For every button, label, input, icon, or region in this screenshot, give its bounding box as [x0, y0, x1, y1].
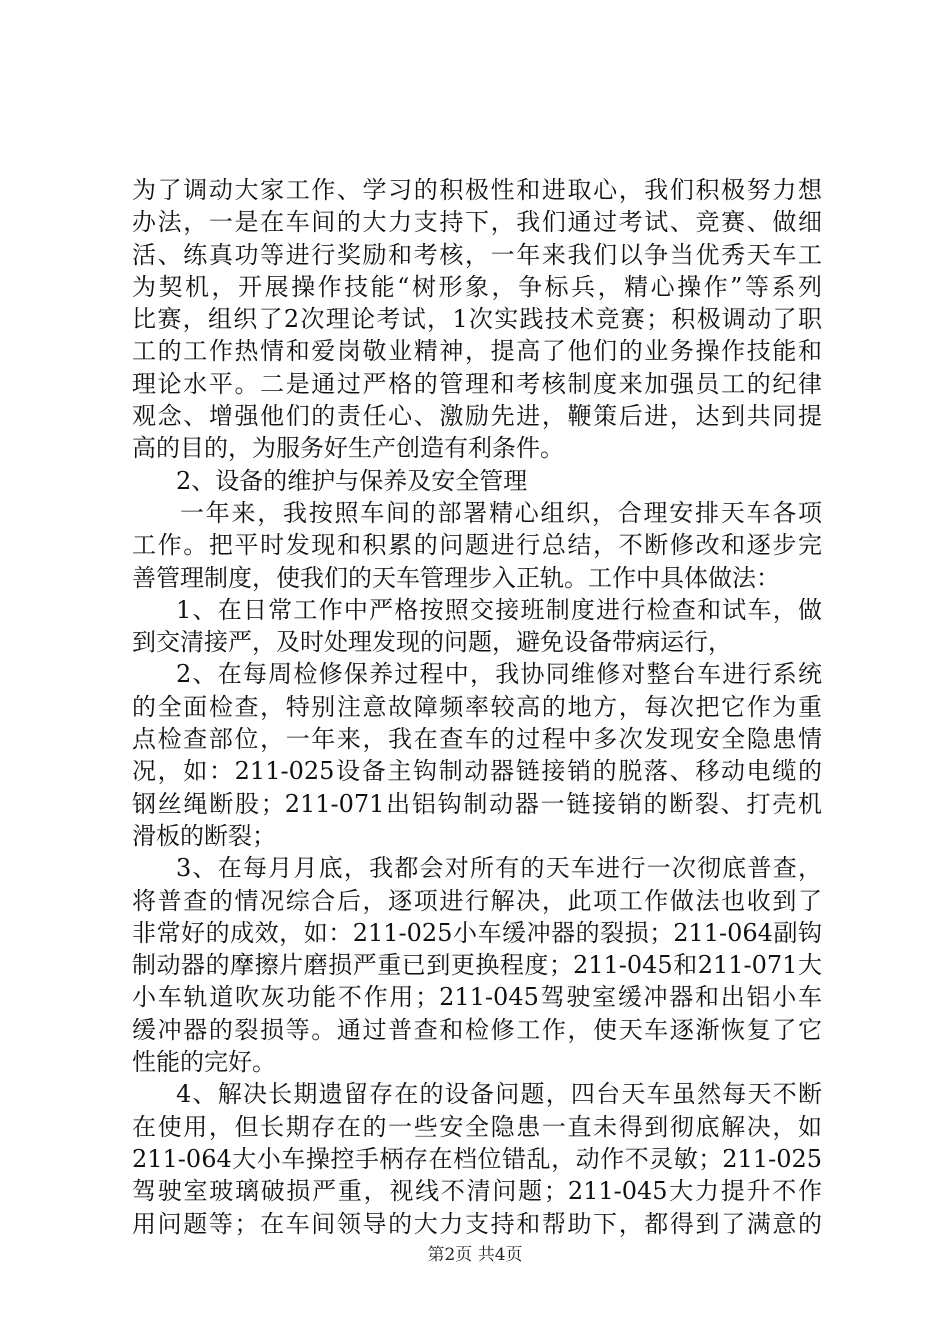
- text-line: 高的目的，为服务好生产创造有利条件。: [132, 434, 564, 463]
- text-line: 3、在每月月底，我都会对所有的天车进行一次彻底普查，: [176, 854, 822, 883]
- text-line: 驾驶室玻璃破损严重，视线不清问题；211-045大力提升不作: [132, 1177, 822, 1206]
- text-line: 的全面检查，特别注意故障频率较高的地方，每次把它作为重: [132, 692, 822, 721]
- text-line: 一年来，我按照车间的部署精心组织，合理安排天车各项: [180, 498, 822, 527]
- text-line: 比赛，组织了2次理论考试，1次实践技术竞赛；积极调动了职: [132, 305, 822, 334]
- text-line: 工作。把平时发现和积累的问题进行总结，不断修改和逐步完: [132, 531, 822, 560]
- text-line: 用问题等；在车间领导的大力支持和帮助下，都得到了满意的: [132, 1209, 822, 1238]
- text-line: 活、练真功等进行奖励和考核，一年来我们以争当优秀天车工: [132, 240, 822, 269]
- page-number-footer: 第2页 共4页: [427, 1245, 523, 1265]
- text-line: 1、在日常工作中严格按照交接班制度进行检查和试车，做: [176, 595, 822, 624]
- text-line: 理论水平。二是通过严格的管理和考核制度来加强员工的纪律: [132, 369, 822, 398]
- text-line: 为契机，开展操作技能“树形象，争标兵，精心操作”等系列: [132, 272, 822, 301]
- text-line: 将普查的情况综合后，逐项进行解决，此项工作做法也收到了: [132, 886, 822, 915]
- text-line: 为了调动大家工作、学习的积极性和进取心，我们积极努力想: [132, 176, 822, 204]
- text-line: 到交清接严，及时处理发现的问题，避免设备带病运行，: [132, 628, 732, 657]
- text-line: 缓冲器的裂损等。通过普查和检修工作，使天车逐渐恢复了它: [132, 1015, 822, 1044]
- text-line: 况，如：211-025设备主钩制动器链接销的脱落、移动电缆的: [132, 757, 822, 786]
- text-line: 2、在每周检修保养过程中，我协同维修对整台车进行系统: [176, 660, 822, 689]
- text-line: 小车轨道吹灰功能不作用；211-045驾驶室缓冲器和出铝小车: [132, 983, 822, 1012]
- document-body: [132, 174, 822, 1240]
- text-line: 点检查部位，一年来，我在查车的过程中多次发现安全隐患情: [132, 725, 822, 754]
- text-line: 观念、增强他们的责任心、激励先进，鞭策后进，达到共同提: [132, 402, 822, 431]
- text-line: 善管理制度，使我们的天车管理步入正轨。工作中具体做法：: [132, 563, 780, 592]
- text-line: 钢丝绳断股；211-071出铝钩制动器一链接销的断裂、打壳机: [132, 789, 822, 818]
- text-line: 制动器的摩擦片磨损严重已到更换程度；211-045和211-071大: [132, 951, 822, 980]
- text-line: 办法，一是在车间的大力支持下，我们通过考试、竞赛、做细: [132, 208, 822, 237]
- text-line: 性能的完好。: [132, 1048, 276, 1077]
- text-line: 211-064大小车操控手柄存在档位错乱，动作不灵敏；211-025: [132, 1144, 822, 1173]
- text-line: 在使用，但长期存在的一些安全隐患一直未得到彻底解决，如: [132, 1112, 822, 1141]
- text-line: 工的工作热情和爱岗敬业精神，提高了他们的业务操作技能和: [132, 337, 822, 366]
- text-line: 非常好的成效，如：211-025小车缓冲器的裂损；211-064副钩: [132, 918, 822, 947]
- section-heading: 2、设备的维护与保养及安全管理: [176, 466, 528, 495]
- text-line: 滑板的断裂；: [132, 821, 276, 850]
- text-line: 4、解决长期遗留存在的设备问题，四台天车虽然每天不断: [176, 1080, 822, 1109]
